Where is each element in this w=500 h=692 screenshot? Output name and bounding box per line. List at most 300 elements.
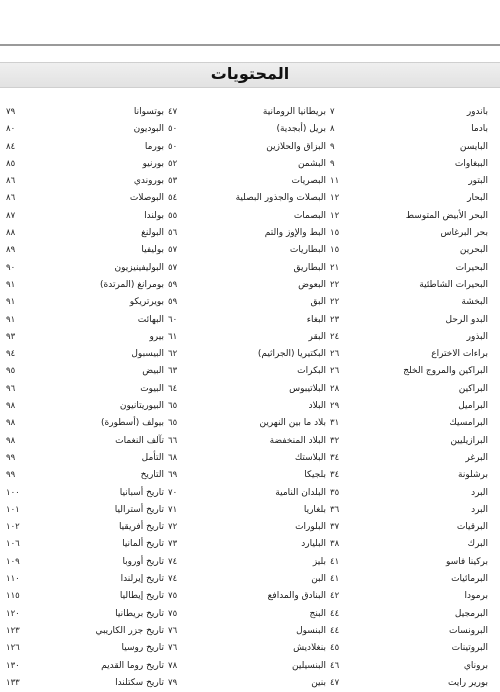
toc-entry[interactable] [4, 173, 166, 190]
toc-entry[interactable] [166, 433, 328, 450]
toc-column [4, 104, 166, 692]
toc-entry-title: البنج [309, 608, 326, 619]
toc-entry-title: برشلونة [458, 470, 488, 481]
toc-entry-page: ٩٥ [6, 366, 16, 377]
toc-entry-page: ٧٤ [168, 574, 178, 585]
toc-entry[interactable] [4, 312, 166, 329]
toc-entry-title: الببغاوات [454, 158, 488, 169]
toc-entry-page: ٥٩ [168, 297, 178, 308]
toc-entry-title: تاريخ أسبانيا [119, 487, 164, 498]
toc-entry[interactable] [4, 294, 166, 311]
toc-entry-page: ٢٣ [330, 314, 340, 325]
toc-entry-page: ١٠٩ [6, 556, 20, 567]
toc-entry-title: البرد [471, 487, 488, 498]
toc-entry[interactable] [166, 156, 328, 173]
toc-entry-page: ٣٨ [330, 539, 340, 550]
toc-entry[interactable] [328, 675, 490, 692]
toc-entry-title: تاريخ إيرلندا [120, 574, 164, 585]
toc-entry[interactable] [166, 398, 328, 415]
toc-entry-page: ١٢ [330, 193, 340, 204]
toc-entry-page: ٢٤ [330, 331, 340, 342]
toc-entry-page: ١٢ [330, 210, 340, 221]
toc-entry-title: بريل (أبجدية) [276, 124, 326, 135]
toc-entry-page: ٧٦ [168, 625, 178, 636]
toc-entry[interactable] [328, 640, 490, 657]
toc-entry-page: ٧٦ [168, 643, 178, 654]
toc-entry-page: ٤٧ [168, 107, 178, 117]
toc-entry-page: ٦٨ [168, 452, 178, 463]
toc-entry-page: ٦٥ [168, 418, 178, 429]
toc-entry-page: ١١ [330, 176, 340, 187]
toc-entry[interactable] [4, 450, 166, 467]
toc-entry[interactable] [166, 242, 328, 259]
toc-entry-page: ٩٩ [6, 470, 16, 481]
toc-entry-title: بادما [471, 124, 488, 135]
toc-entry-page: ٢٨ [330, 383, 340, 394]
toc-entry[interactable] [4, 502, 166, 519]
toc-entry[interactable] [4, 260, 166, 277]
toc-entry-title: البق [310, 297, 326, 308]
toc-entry-title: البطاريات [289, 245, 326, 256]
toc-entry-title: تاريخ أستراليا [114, 504, 164, 515]
toc-entry-title: بلغاريا [303, 504, 326, 515]
toc-entry-title: بوتسوانا [133, 107, 164, 117]
toc-entry-title: البلورات [295, 522, 326, 533]
toc-entry-title: البراميل [458, 401, 488, 412]
toc-entry[interactable] [4, 640, 166, 657]
toc-entry-page: ١٥ [330, 228, 340, 239]
toc-entry-page: ٦٩ [168, 470, 178, 481]
toc-entry[interactable] [4, 606, 166, 623]
toc-entry-title: بورير رايت [447, 677, 488, 688]
toc-entry[interactable] [4, 346, 166, 363]
toc-entry[interactable] [328, 346, 490, 363]
toc-entry-page: ٩١ [6, 297, 16, 308]
toc-entry[interactable] [166, 536, 328, 553]
toc-entry[interactable] [4, 190, 166, 207]
toc-entry[interactable] [4, 658, 166, 675]
toc-entry[interactable] [4, 433, 166, 450]
toc-entry-page: ٨٧ [6, 210, 16, 221]
toc-entry-page: ٩ [330, 158, 335, 169]
toc-entry[interactable] [328, 588, 490, 605]
toc-entry[interactable] [4, 485, 166, 502]
toc-entry[interactable] [166, 675, 328, 692]
toc-entry[interactable] [328, 173, 490, 190]
toc-entry-page: ٦٤ [168, 383, 178, 394]
toc-entry[interactable] [166, 571, 328, 588]
toc-entry[interactable] [328, 467, 490, 484]
toc-entry-title: البهائت [137, 314, 164, 325]
toc-entry-title: البغاء [306, 314, 326, 325]
toc-entry[interactable] [328, 260, 490, 277]
toc-entry-page: ٨٨ [6, 228, 16, 239]
toc-entry-title: البرغر [465, 452, 488, 463]
toc-entry-title: بوليفيا [141, 245, 164, 256]
toc-entry-page: ١٣٣ [6, 677, 20, 688]
toc-entry-page: ٩١ [6, 279, 16, 290]
toc-entry-page: ١٠٦ [6, 539, 20, 550]
toc-entry-page: ٦٥ [168, 401, 178, 412]
toc-entry[interactable] [4, 104, 166, 121]
toc-entry-page: ٦٠ [168, 314, 178, 325]
toc-entry-title: البلاد [308, 401, 326, 412]
toc-entry[interactable] [166, 346, 328, 363]
toc-entry-title: البرمائيات [451, 574, 488, 585]
toc-entry-title: البزاق والحلازين [266, 141, 326, 152]
toc-entry-title: تاريخ بريطانيا [115, 608, 164, 619]
toc-entry[interactable] [166, 606, 328, 623]
toc-entry-title: بيولف (أسطورة) [101, 418, 164, 429]
toc-entry-title: البلاستك [294, 452, 326, 463]
toc-entry-title: تاريخ جزر الكاريبي [95, 625, 164, 636]
toc-entry-title: البرازيليين [450, 435, 488, 446]
toc-entry-page: ٤٤ [330, 625, 340, 636]
toc-entry[interactable] [4, 554, 166, 571]
toc-entry-title: البلدان النامية [275, 487, 326, 498]
toc-entry-page: ١٢٣ [6, 625, 20, 636]
toc-entry-title: البخشة [461, 297, 488, 308]
toc-entry-page: ٥٤ [168, 193, 178, 204]
toc-entry-title: البيض [142, 366, 164, 377]
toc-entry-title: تاريخ سكتلندا [115, 677, 164, 688]
toc-entry-title: البنسيلين [292, 660, 326, 671]
toc-entry[interactable] [328, 519, 490, 536]
toc-entry-title: بلجيكا [304, 470, 326, 481]
toc-entry-page: ٤٦ [330, 660, 340, 671]
toc-entry[interactable] [328, 312, 490, 329]
toc-column [166, 104, 328, 692]
toc-entry-title: التأمل [141, 452, 164, 463]
toc-entry[interactable] [166, 381, 328, 398]
toc-entry-page: ٨٠ [6, 124, 16, 135]
toc-entry[interactable] [166, 658, 328, 675]
toc-entry-title: بحر البرغاس [440, 228, 488, 239]
toc-entry-title: تاريخ أفريقيا [118, 522, 164, 533]
toc-entry-page: ٩٩ [6, 452, 16, 463]
toc-entry[interactable] [4, 121, 166, 138]
toc-entry[interactable] [166, 208, 328, 225]
toc-entry-title: البن [311, 574, 326, 585]
toc-entry-page: ٧١ [168, 504, 178, 515]
toc-entry-title: تاريخ ألمانيا [122, 539, 164, 550]
toc-entry[interactable] [166, 190, 328, 207]
toc-entry[interactable] [328, 658, 490, 675]
toc-entry[interactable] [4, 156, 166, 173]
toc-entry-title: تاريخ إيطاليا [119, 591, 164, 602]
toc-entry-title: البشمن [297, 158, 326, 169]
toc-entry[interactable] [328, 329, 490, 346]
toc-entry-title: البكتيريا (الجراثيم) [257, 349, 326, 360]
toc-entry[interactable] [166, 415, 328, 432]
toc-entry-title: البنادق والمدافع [267, 591, 326, 602]
toc-entry-page: ٧٥ [168, 591, 178, 602]
toc-entry-page: ٨٩ [6, 245, 16, 256]
toc-entry-page: ٦٦ [168, 435, 178, 446]
toc-entry[interactable] [4, 329, 166, 346]
toc-entry-page: ٦١ [168, 331, 178, 342]
toc-entry[interactable] [4, 277, 166, 294]
toc-entry-page: ٢٢ [330, 297, 340, 308]
toc-entry[interactable] [166, 502, 328, 519]
toc-entry[interactable] [4, 415, 166, 432]
toc-entry-page: ٢١ [330, 262, 340, 273]
toc-entry-title: براءات الاختراع [431, 349, 488, 360]
toc-entry-page: ٥٥ [168, 210, 178, 221]
toc-entry-title: البكرات [297, 366, 326, 377]
toc-entry-title: البرد [471, 504, 488, 515]
toc-entry-title: بريطانيا الرومانية [262, 107, 326, 117]
toc-entry[interactable] [166, 485, 328, 502]
toc-entry-page: ٥٣ [168, 176, 178, 187]
toc-entry-title: البيسبول [131, 349, 164, 360]
toc-entry-title: البرونسات [448, 625, 488, 636]
toc-entry[interactable] [4, 675, 166, 692]
toc-entry[interactable] [166, 312, 328, 329]
toc-entry[interactable] [328, 450, 490, 467]
toc-entry-page: ٧٤ [168, 556, 178, 567]
toc-entry-page: ٨٥ [6, 158, 16, 169]
toc-entry[interactable] [4, 225, 166, 242]
toc-entry-page: ١٢٠ [6, 608, 20, 619]
toc-entry-page: ٣٤ [330, 470, 340, 481]
toc-entry-page: ٨٦ [6, 176, 16, 187]
toc-entry-title: بوروندي [133, 176, 164, 187]
toc-entry-page: ٢٦ [330, 366, 340, 377]
page-title: المحتويات [210, 64, 290, 83]
toc-entry-page: ٧٩ [6, 107, 16, 117]
toc-entry-title: البراكين والمروج الخلج [403, 366, 488, 377]
toc-entry-title: البتور [468, 176, 488, 187]
toc-entry-page: ٨٦ [6, 193, 16, 204]
toc-entry[interactable] [328, 363, 490, 380]
toc-entry-page: ٧٣ [168, 539, 178, 550]
toc-entry-page: ٤٧ [330, 677, 340, 688]
toc-entry-title: البروتينات [451, 643, 488, 654]
toc-entry[interactable] [166, 554, 328, 571]
toc-entry-title: البقر [308, 331, 326, 342]
toc-entry-title: التاريخ [140, 470, 164, 481]
toc-entry-page: ٦٢ [168, 349, 178, 360]
toc-entry-title: بورما [144, 141, 164, 152]
toc-entry[interactable] [166, 260, 328, 277]
toc-entry-title: البحيرات [455, 262, 488, 273]
toc-entry-page: ٩٨ [6, 418, 16, 429]
toc-entry-title: البعوض [298, 279, 326, 290]
toc-entry-title: البرامسيك [449, 418, 488, 429]
toc-entry[interactable] [166, 173, 328, 190]
toc-entry-title: البط والإوز والتم [264, 228, 326, 239]
toc-entry[interactable] [4, 536, 166, 553]
toc-entry[interactable] [166, 329, 328, 346]
toc-entry-page: ٤٢ [330, 591, 340, 602]
toc-entry-page: ٧٢ [168, 522, 178, 533]
toc-entry-title: باندور [466, 107, 488, 117]
toc-entry[interactable] [328, 104, 490, 121]
toc-entry[interactable] [166, 225, 328, 242]
toc-entry-title: البنسول [296, 625, 326, 636]
toc-entry-page: ٩٠ [6, 262, 16, 273]
toc-entry-title: بومرانغ (المرتدة) [100, 279, 164, 290]
toc-entry[interactable] [166, 640, 328, 657]
toc-entry-title: البحيرات الشاطئية [419, 279, 488, 290]
toc-entry[interactable] [4, 242, 166, 259]
toc-entry[interactable] [328, 190, 490, 207]
toc-entry-page: ٦٣ [168, 366, 178, 377]
toc-entry[interactable] [166, 588, 328, 605]
toc-entry-title: البلاتيبوس [289, 383, 326, 394]
toc-entry-title: تاريخ أوروبا [122, 556, 164, 567]
toc-entry[interactable] [328, 208, 490, 225]
toc-entry-page: ٤٥ [330, 643, 340, 654]
toc-entry-page: ٨ [330, 124, 335, 135]
toc-entry[interactable] [4, 139, 166, 156]
toc-entry[interactable] [328, 139, 490, 156]
toc-entry-title: البرمجيل [454, 608, 488, 619]
toc-entry-page: ١٠٢ [6, 522, 20, 533]
toc-entry[interactable] [328, 277, 490, 294]
toc-entry[interactable] [328, 381, 490, 398]
toc-entry-page: ٤١ [330, 556, 340, 567]
toc-entry-title: البذور [466, 331, 488, 342]
toc-entry-title: البحر الأبيض المتوسط [405, 210, 488, 221]
toc-entry-page: ٤١ [330, 574, 340, 585]
toc-entry[interactable] [328, 502, 490, 519]
toc-entry[interactable] [4, 398, 166, 415]
toc-entry-title: البلاد المنخفضة [269, 435, 326, 446]
toc-entry-page: ٣٥ [330, 487, 340, 498]
toc-entry-title: البوصلات [129, 193, 164, 204]
toc-entry-page: ١٠١ [6, 504, 20, 515]
toc-entry-page: ٩٣ [6, 331, 16, 342]
toc-entry[interactable] [328, 554, 490, 571]
toc-entry-title: البصريات [291, 176, 326, 187]
toc-entry[interactable] [4, 208, 166, 225]
toc-entry[interactable] [4, 467, 166, 484]
toc-entry-page: ٥٧ [168, 245, 178, 256]
toc-entry-title: تآلف النغمات [115, 435, 164, 446]
toc-entry[interactable] [328, 415, 490, 432]
table-of-contents [4, 104, 490, 692]
toc-entry[interactable] [328, 571, 490, 588]
toc-entry-page: ٧ [330, 107, 335, 117]
toc-entry-title: بنغلاديش [293, 643, 326, 654]
toc-entry-title: تاريخ روما القديم [101, 660, 164, 671]
toc-entry-page: ٩٤ [6, 349, 16, 360]
toc-entry-page: ٩٦ [6, 383, 16, 394]
toc-entry-page: ٢٢ [330, 279, 340, 290]
toc-entry-page: ١٣٠ [6, 660, 20, 671]
toc-entry-page: ١٥ [330, 245, 340, 256]
toc-entry-title: بنين [311, 677, 326, 688]
toc-entry-page: ٤٤ [330, 608, 340, 619]
toc-entry-page: ٩١ [6, 314, 16, 325]
toc-entry[interactable] [4, 623, 166, 640]
toc-entry-page: ٢٦ [330, 349, 340, 360]
toc-entry[interactable] [166, 519, 328, 536]
toc-entry[interactable] [4, 571, 166, 588]
toc-entry[interactable] [328, 294, 490, 311]
toc-entry[interactable] [328, 536, 490, 553]
toc-entry-page: ٧٥ [168, 608, 178, 619]
toc-entry-page: ٢٩ [330, 401, 340, 412]
toc-entry-page: ٣٢ [330, 435, 340, 446]
toc-entry[interactable] [166, 450, 328, 467]
toc-entry[interactable] [328, 606, 490, 623]
toc-entry[interactable] [166, 277, 328, 294]
toc-entry[interactable] [328, 623, 490, 640]
toc-entry-page: ٣٤ [330, 452, 340, 463]
toc-entry[interactable] [328, 433, 490, 450]
toc-entry[interactable] [4, 363, 166, 380]
toc-entry-page: ٣١ [330, 418, 340, 429]
toc-entry-title: البايسن [459, 141, 488, 152]
toc-entry-page: ٥٠ [168, 124, 178, 135]
toc-entry-page: ٥٠ [168, 141, 178, 152]
toc-entry[interactable] [4, 381, 166, 398]
toc-entry-title: بورنيو [142, 158, 164, 169]
toc-entry[interactable] [166, 139, 328, 156]
toc-entry-page: ٣٧ [330, 522, 340, 533]
toc-entry-title: البولنغ [141, 228, 164, 239]
toc-entry-title: البيوت [140, 383, 164, 394]
toc-entry-title: البصمات [293, 210, 326, 221]
toc-entry-page: ٧٩ [168, 677, 178, 688]
toc-entry-page: ٥٩ [168, 279, 178, 290]
toc-entry[interactable] [328, 225, 490, 242]
toc-entry-title: بركينا فاسو [445, 556, 488, 567]
toc-entry-page: ٧٨ [168, 660, 178, 671]
toc-entry-page: ٣٦ [330, 504, 340, 515]
top-rule [0, 44, 500, 46]
toc-entry-page: ٥٧ [168, 262, 178, 273]
toc-entry[interactable] [328, 121, 490, 138]
toc-entry-page: ١٠٠ [6, 487, 20, 498]
toc-entry-title: بولندا [144, 210, 164, 221]
toc-entry[interactable] [166, 121, 328, 138]
toc-entry-page: ٩٨ [6, 435, 16, 446]
toc-column [328, 104, 490, 692]
toc-entry-title: بليز [312, 556, 326, 567]
toc-entry-title: بويرتريكو [129, 297, 164, 308]
toc-entry-title: البحرين [459, 245, 488, 256]
toc-entry-title: البيوريتانيون [119, 401, 164, 412]
toc-entry-title: البرك [467, 539, 488, 550]
toc-entry[interactable] [328, 485, 490, 502]
toc-entry-title: البوديون [133, 124, 164, 135]
toc-entry[interactable] [166, 363, 328, 380]
toc-entry-page: ٧٠ [168, 487, 178, 498]
toc-entry[interactable] [4, 588, 166, 605]
toc-entry[interactable] [4, 519, 166, 536]
toc-entry-page: ١١٠ [6, 574, 20, 585]
toc-entry-title: البحار [467, 193, 488, 204]
toc-entry-title: بلاد ما بين النهرين [259, 418, 326, 429]
toc-entry[interactable] [166, 623, 328, 640]
toc-entry[interactable] [328, 156, 490, 173]
toc-entry-page: ٥٢ [168, 158, 178, 169]
toc-entry[interactable] [166, 467, 328, 484]
toc-entry[interactable] [166, 104, 328, 121]
toc-entry-title: البراكين [458, 383, 488, 394]
toc-entry-page: ٩٨ [6, 401, 16, 412]
toc-entry[interactable] [166, 294, 328, 311]
toc-entry-title: بيرو [149, 331, 164, 342]
toc-entry[interactable] [328, 398, 490, 415]
toc-entry-title: بروناي [463, 660, 488, 671]
toc-entry[interactable] [328, 242, 490, 259]
toc-entry-title: البرقيات [456, 522, 488, 533]
